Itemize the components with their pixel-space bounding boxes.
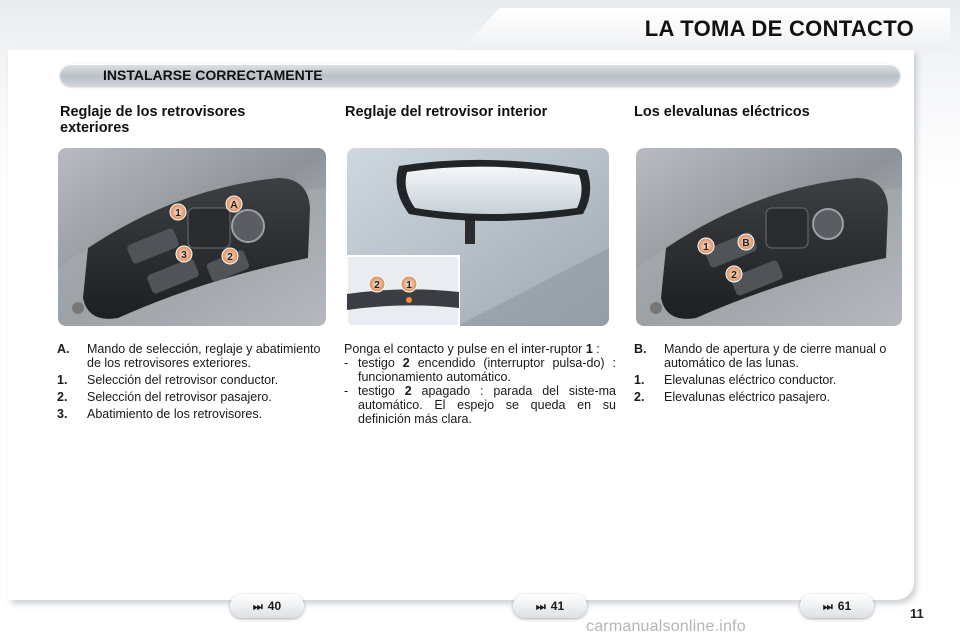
- list-item: 2. Elevalunas eléctrico pasajero.: [634, 390, 831, 404]
- photo-power-window-controls: [636, 148, 902, 326]
- callout-mid-1: [401, 276, 417, 292]
- photo-interior-mirror: [347, 148, 609, 326]
- svg-text:B: B: [742, 238, 750, 249]
- svg-text:1: 1: [406, 280, 412, 291]
- svg-text:2: 2: [731, 270, 737, 281]
- callout-right-B: [738, 234, 754, 250]
- list-item: A. Mando de selección, reglaje y abatimiento de los retrovisores exteriores.: [57, 342, 321, 370]
- list-item: - testigo 2 apagado : parada del siste-ma automático. El espejo se queda en su definición más clara.: [344, 384, 616, 426]
- svg-text:2: 2: [227, 252, 233, 263]
- svg-text:1: 1: [175, 208, 181, 219]
- callout-right-2: [726, 266, 742, 282]
- callout-left-2: [222, 248, 238, 264]
- callout-left-1: [170, 204, 186, 220]
- list-power-windows: [634, 342, 904, 407]
- watermark: carmanualsonline.info: [586, 618, 746, 635]
- page-ref-40-button[interactable]: ⏭ 40: [230, 594, 304, 618]
- list-item: 1. Elevalunas eléctrico conductor.: [634, 373, 837, 387]
- heading-exterior-mirrors: Reglaje de los retrovisores exteriores: [60, 104, 246, 136]
- svg-text:1: 1: [703, 242, 709, 253]
- page-ref-61-button[interactable]: ⏭ 61: [800, 594, 874, 618]
- list-item: 2. Selección del retrovisor pasajero.: [57, 390, 272, 404]
- callout-left-3: [176, 246, 192, 262]
- intro-paragraph: Ponga el contacto y pulse en el inter-ruptor 1 :: [344, 342, 600, 356]
- callout-mid-2: [369, 276, 385, 292]
- skip-forward-icon: ⏭: [252, 601, 263, 613]
- page-number: 11: [910, 606, 924, 621]
- section-title: INSTALARSE CORRECTAMENTE: [103, 67, 323, 83]
- callout-right-1: [698, 238, 714, 254]
- svg-text:A: A: [230, 200, 238, 211]
- skip-forward-icon: ⏭: [822, 601, 833, 613]
- svg-text:2: 2: [374, 280, 380, 291]
- callout-left-A: [226, 196, 242, 212]
- heading-interior-mirror: Reglaje del retrovisor interior: [345, 104, 548, 120]
- list-item: - testigo 2 encendido (interruptor pulsa-do) : funcionamiento automático.: [344, 356, 616, 384]
- heading-power-windows: Los elevalunas eléctricos: [634, 104, 810, 120]
- photo-exterior-mirror-controls: [58, 148, 326, 326]
- list-item: B. Mando de apertura y de cierre manual o automático de las lunas.: [634, 342, 887, 370]
- page-ref-41-button[interactable]: ⏭ 41: [513, 594, 587, 618]
- page-title: LA TOMA DE CONTACTO: [644, 16, 914, 41]
- text-interior-mirror: [344, 342, 616, 426]
- list-item: 1. Selección del retrovisor conductor.: [57, 373, 279, 387]
- list-exterior-mirrors: [57, 342, 327, 424]
- skip-forward-icon: ⏭: [535, 601, 546, 613]
- list-item: 3. Abatimiento de los retrovisores.: [57, 407, 263, 421]
- svg-text:3: 3: [181, 250, 187, 261]
